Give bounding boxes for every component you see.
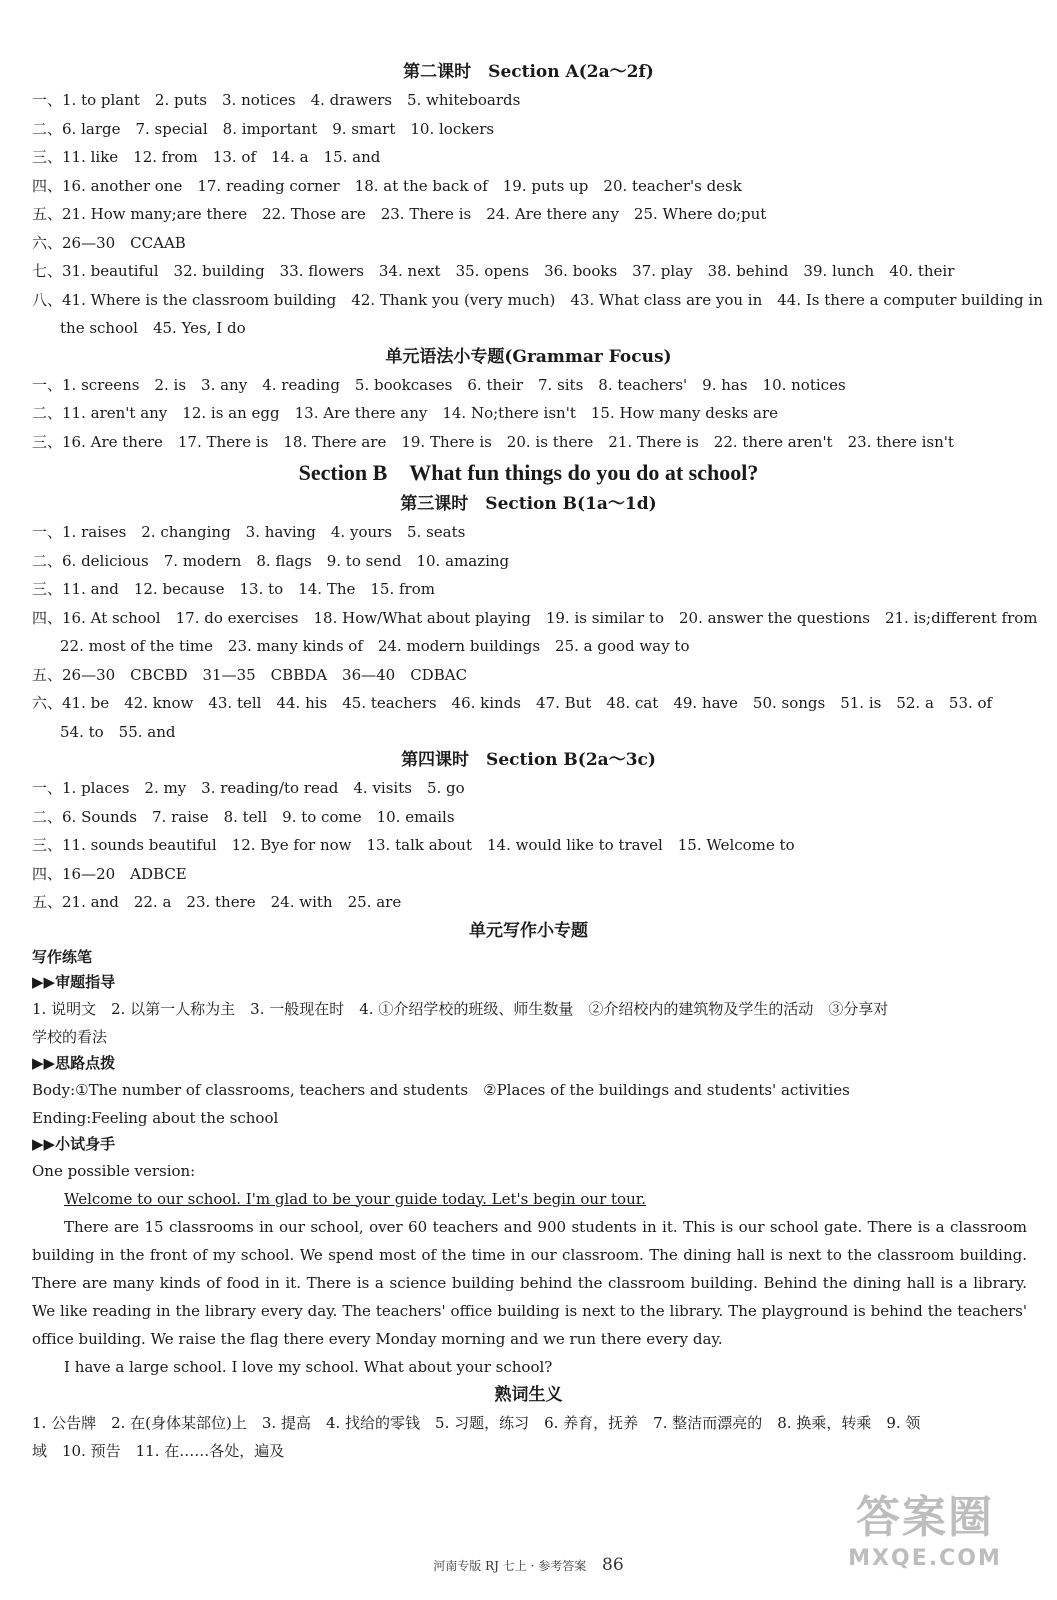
ideas-text: Ending:Feeling about the school bbox=[32, 1108, 279, 1127]
answer-line: 六、41. be 42. know 43. tell 44. his 45. teachers 46. kinds 47. But 48. cat 49. have 50. songs 51. is 52. a 53. of bbox=[32, 694, 993, 712]
answer-line: 五、26—30 CBCBD 31—35 CBBDA 36—40 CDBAC bbox=[32, 665, 468, 684]
answer-line: 七、31. beautiful 32. building 33. flowers 34. next 35. opens 36. books 37. play 38. behind 39. lunch 40. their bbox=[32, 262, 955, 280]
grammar-focus-title: 单元语法小专题(Grammar Focus) bbox=[385, 346, 672, 367]
answer-line: 一、1. screens 2. is 3. any 4. reading 5. bookcases 6. their 7. sits 8. teachers' 9. has 10. notices bbox=[32, 375, 846, 394]
footer-label: 河南专版 RJ 七上 · 参考答案 bbox=[433, 1559, 587, 1573]
answer-line: 四、16—20 ADBCE bbox=[32, 864, 187, 883]
answer-line: 二、11. aren't any 12. is an egg 13. Are there any 14. No;there isn't 15. How many desks are bbox=[32, 404, 778, 422]
sample-essay-opening-text: Welcome to our school. I'm glad to be your guide today. Let's begin our tour. bbox=[64, 1189, 647, 1208]
answer-line: 三、16. Are there 17. There is 18. There are 19. There is 20. is there 21. There is 22. there aren't 23. there isn't bbox=[32, 432, 954, 451]
answer-line: 二、6. delicious 7. modern 8. flags 9. to send 10. amazing bbox=[32, 551, 510, 570]
guide-text: 学校的看法 bbox=[32, 1027, 108, 1046]
version-label: One possible version: bbox=[32, 1161, 196, 1180]
ideas-text: Body:①The number of classrooms, teachers and students ②Places of the buildings and students' activities bbox=[32, 1080, 850, 1099]
word-meaning-line: 域 10. 预告 11. 在……各处，遍及 bbox=[32, 1441, 285, 1460]
writing-practice-label: 写作练笔 bbox=[32, 947, 93, 966]
answer-line: 六、26—30 CCAAB bbox=[32, 233, 186, 252]
answer-line: 四、16. another one 17. reading corner 18. at the back of 19. puts up 20. teacher's desk bbox=[32, 176, 742, 195]
lesson-4-title: 第四课时 Section B(2a～3c) bbox=[401, 750, 656, 770]
try-label: ▶▶小试身手 bbox=[32, 1134, 116, 1153]
answer-line: 一、1. to plant 2. puts 3. notices 4. drawers 5. whiteboards bbox=[32, 91, 521, 109]
answer-line: 八、41. Where is the classroom building 42. Thank you (very much) 43. What class are you in 44. Is there a computer building in bbox=[32, 290, 1043, 309]
ideas-label: ▶▶思路点拨 bbox=[32, 1053, 116, 1072]
answer-line: 四、16. At school 17. do exercises 18. How/What about playing 19. is similar to 20. answer the questions 21. is;different from bbox=[32, 608, 1038, 627]
watermark-top-text: 答案圈 bbox=[856, 1492, 994, 1543]
answer-line: 二、6. Sounds 7. raise 8. tell 9. to come 10. emails bbox=[32, 807, 455, 826]
word-meaning-line: 1. 公告牌 2. 在(身体某部位)上 3. 提高 4. 找给的零钱 5. 习题，练习 6. 养育，抚养 7. 整洁而漂亮的 8. 换乘，转乘 9. 领 bbox=[32, 1413, 921, 1432]
lesson-2-title: 第二课时 Section A(2a～2f) bbox=[403, 62, 654, 82]
guide-label: ▶▶审题指导 bbox=[32, 972, 116, 991]
answer-line: 一、1. places 2. my 3. reading/to read 4. visits 5. go bbox=[32, 779, 465, 797]
page-number: 86 bbox=[602, 1555, 624, 1575]
guide-text: 1. 说明文 2. 以第一人称为主 3. 一般现在时 4. ①介绍学校的班级、师生数量 ②介绍校内的建筑物及学生的活动 ③分享对 bbox=[32, 999, 889, 1018]
lesson-3-title: 第三课时 Section B(1a～1d) bbox=[400, 494, 657, 514]
answer-line: 五、21. How many;are there 22. Those are 23. There is 24. Are there any 25. Where do;put bbox=[32, 205, 767, 223]
answer-line: 三、11. and 12. because 13. to 14. The 15. from bbox=[32, 580, 435, 598]
answer-line-continued: 22. most of the time 23. many kinds of 24. modern buildings 25. a good way to bbox=[60, 637, 690, 655]
answer-line: 三、11. sounds beautiful 12. Bye for now 13. talk about 14. would like to travel 15. Welcome to bbox=[32, 836, 795, 854]
word-meaning-title: 熟词生义 bbox=[494, 1384, 563, 1405]
answer-line-continued: the school 45. Yes, I do bbox=[60, 319, 246, 337]
writing-focus-title: 单元写作小专题 bbox=[469, 920, 588, 941]
sample-essay-opening bbox=[0, 1185, 1057, 1213]
sample-essay-body: There are 15 classrooms in our school, over 60 teachers and 900 students in it. This is our school gate. There is a classroom building in the front of my school. We spend most of the time in our classroom. The dining hall is next to the classroom building. There are many kinds of food in it. There is a science building behind the classroom building. Behind the dining hall is a library. We like reading in the library every day. The teachers' office building is next to the library. The playground is behind the teachers' office building. We raise the flag there every Monday morning and we run there every day. bbox=[32, 1217, 1027, 1348]
section-b-title: Section B What fun things do you do at school? bbox=[298, 460, 759, 485]
answer-line: 二、6. large 7. special 8. important 9. smart 10. lockers bbox=[32, 119, 495, 138]
answer-line: 五、21. and 22. a 23. there 24. with 25. are bbox=[32, 893, 402, 911]
answer-line: 三、11. like 12. from 13. of 14. a 15. and bbox=[32, 148, 381, 166]
answer-line: 一、1. raises 2. changing 3. having 4. yours 5. seats bbox=[32, 523, 466, 541]
watermark-bottom-text: MXQE.COM bbox=[848, 1546, 1002, 1571]
answer-line-continued: 54. to 55. and bbox=[60, 722, 176, 741]
watermark-logo bbox=[820, 1490, 1030, 1590]
sample-essay-ending: I have a large school. I love my school. What about your school? bbox=[64, 1357, 553, 1376]
